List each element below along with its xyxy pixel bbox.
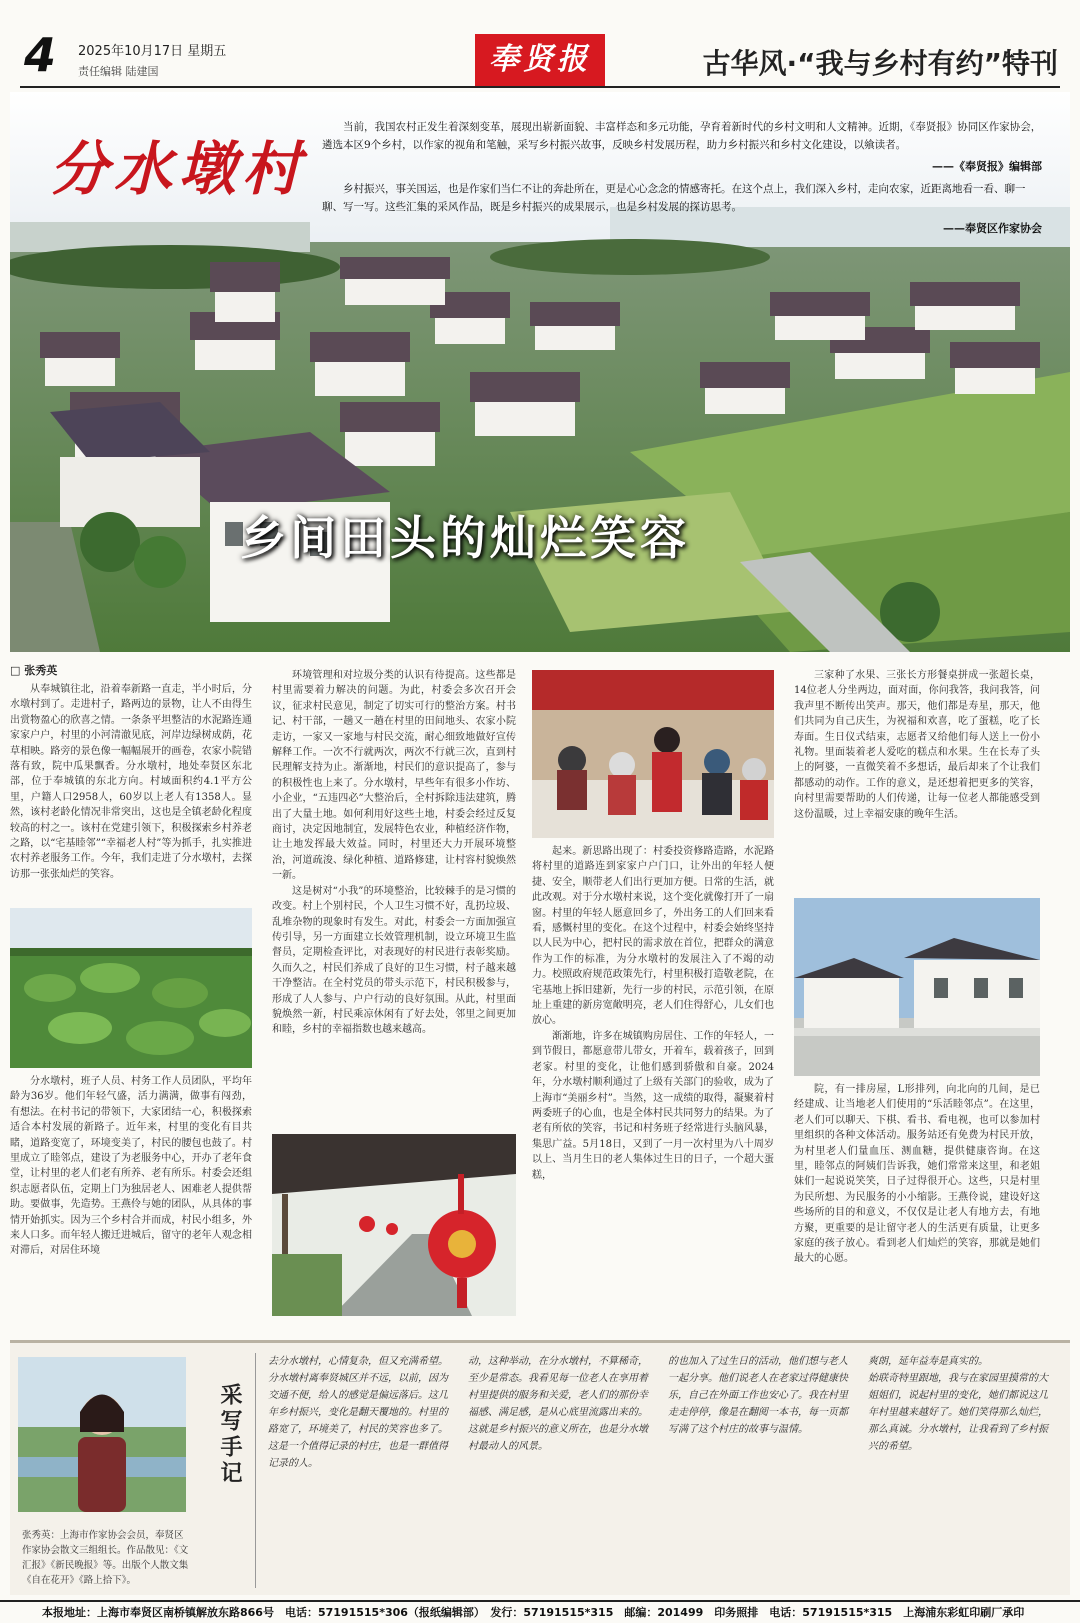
lotus-field-photo (10, 908, 252, 1068)
author-portrait (18, 1357, 186, 1512)
article-headline: 乡间田头的灿烂笑容 (240, 511, 690, 565)
article-column-2a (272, 668, 516, 1124)
article-paragraph: 从奉城镇往北，沿着奉新路一直走，半小时后，分水墩村到了。走进村子，路两边的景物，让人不由得生出赏物盈心的欣喜之情。一条条平坦整洁的水泥路连通家家户户，村里的小河清澈见底，河岸边绿树成荫，花草相映。路旁的景色像一幅幅展开的画卷，农家小院错落有致，院中瓜果飘香。分水墩村，地处奉贤区东北部，位于奉城镇的东北方向。村域面积约4.1平方公里，户籍人口2958人，60岁以上老人有1358人。显然，该村老龄化情况非常突出，这也是全镇老龄化程度较高的村之一。该村在党建引领下，积极探索乡村养老之路，以“宅基睦邻”“幸福老人村”等为抓手，扎实推进农村养老服务工作。今年，我们走进了分水墩村，去探访那一张张灿烂的笑容。 (10, 684, 252, 880)
editor-credit: 责任编辑 陆建国 (78, 65, 159, 78)
intro-paragraph-2: 乡村振兴，事关国运，也是作家们当仁不让的奔赴所在，更是心心念念的情感寄托。在这个点上，我们深入乡村，走向农家，近距离地看一看、聊一聊、写一写。这些汇集的采风作品，既是乡村振兴的成果展示，也是乡村发展的探访思考。 (322, 183, 1026, 213)
notes-paragraph: 爽朗，延年益寿是真实的。 (868, 1356, 988, 1367)
notes-column-4 (868, 1353, 1056, 1593)
special-intro (322, 118, 1042, 242)
article-column-1b (10, 1074, 252, 1316)
article-column-4b (794, 1082, 1040, 1316)
special-issue-title: 古华风·“我与乡村有约”特刊 (702, 47, 1058, 80)
reporting-notes-box (10, 1340, 1070, 1595)
footer-address: 本报地址：上海市奉贤区南桥镇解放东路866号 电话：57191515*306（报纸编辑部） 发行：57191515*315 邮编：201499 印务照排 电话：57191515*315 上海浦东彩虹印刷厂承印 (0, 1600, 1080, 1623)
issue-date: 2025年10月17日 星期五 (78, 44, 227, 59)
notes-column-1: 去分水墩村，心情复杂，但又充满希望。分水墩村离奉贤城区并不远，以前，因为交通不便，给人的感觉是偏远落后。这几年乡村振兴，变化是翻天覆地的。村里的路宽了，环境美了，村民的笑容也多了。这是一个值得记录的村庄，也是一群值得记录的人。 (268, 1356, 448, 1469)
village-house-photo (794, 898, 1040, 1076)
author-bio: 张秀英：上海市作家协会会员，奉贤区作家协会散文三组组长。作品散见：《文汇报》《新民晚报》等。出版个人散文集《自在花开》《路上拾下》。 (22, 1530, 189, 1586)
notes-column-2: 动，这种举动，在分水墩村，不算稀奇，至少是常态。我看见每一位老人在享用着村里提供的服务和关爱，老人们的那份幸福感、满足感，是从心底里流露出来的。这就是乡村振兴的意义所在，也是分水墩村最动人的风景。 (468, 1356, 648, 1452)
intro-paragraph-1: 当前，我国农村正发生着深刻变革，展现出崭新面貌、丰富样态和多元功能，孕育着新时代的乡村文明和人文精神。近期，《奉贤报》协同区作家协会，遴选本区9个乡村，以作家的视角和笔触，采写乡村振兴故事，反映乡村发展历程，助力乡村振兴和乡村文化建设，以飨读者。 (322, 121, 1042, 151)
notes-divider (255, 1353, 256, 1588)
article-column-3 (532, 844, 774, 1316)
article-paragraph: 环境管理和对垃圾分类的认识有待提高。这些都是村里需要着力解决的问题。为此，村委会多次召开会议，征求村民意见，制定了切实可行的整治方案。村书记、村干部，一趟又一趟在村里的田间地头、农家小院走访，一家又一家地与村民交流，耐心细致地做好宣传解释工作。一次不行就两次，两次不行就三次，直到村民理解支持为止。渐渐地，村民们的意识提高了，参与的积极性也上来了。分水墩村，早些年有很多小作坊、小企业，“五违四必”大整治后，全村拆除违法建筑，腾出了大量土地。如何利用好这些土地，村委会经过反复商讨，决定因地制宜，发展特色农业，种植经济作物，让土地发挥最大效益。同时，村里还大力开展环境整治，河道疏浚、绿化种植、道路修建，让村容村貌焕然一新。 (272, 670, 516, 882)
article-paragraph: 三家种了水果、三张长方形餐桌拼成一张超长桌，14位老人分坐两边，面对面，你问我答，我问我答，问我声里不断传出笑声。那天，他们都是寿星，那天，他们共同为自己庆生，为祝福和欢喜，吃了蛋糕，吃了长寿面。生日仪式结束，志愿者又给他们每人送上一份小礼物。里面装着老人爱吃的糕点和水果。生在长寿了头上的阿婆，一直微笑着不多想话，最后却来了个让我们都感动的动作。工作的意义，是还想着把更多的笑容，向村里需要帮助的人们传递，让每一位老人都能感受到这份温暖，过上幸福安康的晚年生活。 (794, 670, 1040, 820)
notes-title: 采写手记 (217, 1383, 243, 1487)
article-paragraph: 起来。新思路出现了：村委投资修路造路，水泥路将村里的道路连到家家户户门口，让外出的年轻人便捷、安全，顺带老人们出行更加方便。日常的生活，就此改观。对于分水墩村来说，这个变化就像打开了一扇窗。村里的年轻人愿意回乡了，外出务工的人们回来看看，感慨村里的变化。在这个过程中，村委会始终坚持以人民为中心，把村民的需求放在首位，把群众的满意作为工作的标准，为分水墩村的发展注入了不竭的动力。校照政府规范政策先行，村里积极打造敬老院，在宅基地上拆旧建新，先行一步的村民，示范引领，在原址上重建的新房宽敞明亮，老人们住得舒心，儿女们也放心。 (532, 846, 774, 1027)
paper-logo: 奉贤报 (475, 34, 605, 86)
masthead-rule (20, 86, 1060, 88)
notes-column-3: 的也加入了过生日的活动，他们想与老人一起分享。他们说老人在老家过得健康快乐，自己在外面工作也安心了。我在村里走走停停，像是在翻阅一本书，每一页都写满了这个村庄的故事与温情。 (668, 1356, 848, 1435)
intro-signature-1: ——《奉贤报》编辑部 (932, 160, 1042, 173)
masthead (0, 0, 1080, 86)
article-column-4a (794, 668, 1040, 886)
article-paragraph: 院，有一排房屋，L形排列，向北向的几间，是已经建成、让当地老人们使用的“乐活睦邻点”。在这里，老人们可以聊天、下棋、看书、看电视，也可以参加村里组织的各种文体活动。服务站还有免费为村民开放，为村里老人们量血压、测血糖，提供健康咨询。在这里，睦邻点的阿姨们告诉我，她们常常来这里，和老姐妹们一起说说笑笑，日子过得很开心。这些，只是村里为民所想、为民服务的小小缩影。王燕伶说，建设好这些场所的目的和意义，不仅仅是让老人有地方去，有地方聚，更重要的是让留守老人的生活更有质量，让更多家庭的孩子放心。看到老人们灿烂的笑容，那就是她们最大的心愿。 (794, 1084, 1040, 1265)
article-column-1a (10, 682, 252, 900)
hero-photo (10, 92, 1070, 652)
notes-paragraph: 始联奇特里跟地，我与在家园里摸常的大姐姐们，说起村里的变化，她们都说这几年村里越来越好了。她们笑得那么灿烂，那么真诚。分水墩村，让我看到了乡村振兴的希望。 (868, 1373, 1048, 1452)
column-title: 分水墩村 (50, 135, 307, 203)
intro-signature-2: ——奉贤区作家协会 (943, 222, 1042, 235)
birthday-party-photo (532, 670, 774, 838)
article-author: □ 张秀英 (10, 664, 58, 677)
article-paragraph: 这是树对“小我”的环境整治，比较棘手的是习惯的改变。村上个别村民，个人卫生习惯不好，乱扔垃圾、乱堆杂物的现象时有发生。对此，村委会一方面加强宣传引导，另一方面建立长效管理机制，设立环境卫生监督员，定期检查评比，对表现好的村民进行表彰奖励。久而久之，村民们养成了良好的卫生习惯，村子越来越干净整洁。在全村党员的带头示范下，村民积极参与，形成了人人参与、户户行动的良好氛围。从此，村里面貌焕然一新，村民乘凉休闲有了好去处，邻里之间更加和睦，乡村的幸福指数也越来越高。 (272, 885, 516, 1036)
article-paragraph: 渐渐地，许多在城镇购房居住、工作的年轻人，一到节假日，都愿意带儿带女，开着车，载着孩子，回到老家。村里的变化，让他们感到骄傲和自豪。2024年，分水墩村顺利通过了上级有关部门的验收，成为了上海市“美丽乡村”。当然，这一成绩的取得，凝聚着村两委班子的心血，也是全体村民共同努力的结果。为了老有所依的笑容，书记和村务班子经常进行头脑风暴，集思广益。5月18日，又到了一月一次村里为八十周岁以上、当月生日的老人集体过生日的日子，一个超大蛋糕， (532, 1030, 774, 1181)
article-paragraph: 分水墩村，班子人员、村务工作人员团队，平均年龄为36岁。他们年轻气盛，活力满满，做事有闯劲，有想法。在村书记的带领下，大家团结一心，积极探索适合本村发展的新路子。近年来，村里的变化有目共睹，道路变宽了，环境变美了，村民的腰包也鼓了。村里成立了睦邻点，建设了为老服务中心，开办了老年食堂，让村里的老人们老有所养、老有所乐。村委会还组织志愿者队伍，定期上门为独居老人、困难老人提供帮助。要做事，先造势。王燕伶与她的团队，从具体的事情开始抓实。因为三个乡村合并而成，村民小组多，外来人口多。而年轻人搬迁进城后，留守的老年人观念相对滞后，对居住环境 (10, 1076, 252, 1257)
page-number: 4 (24, 28, 57, 82)
lantern-lane-photo (272, 1134, 516, 1316)
